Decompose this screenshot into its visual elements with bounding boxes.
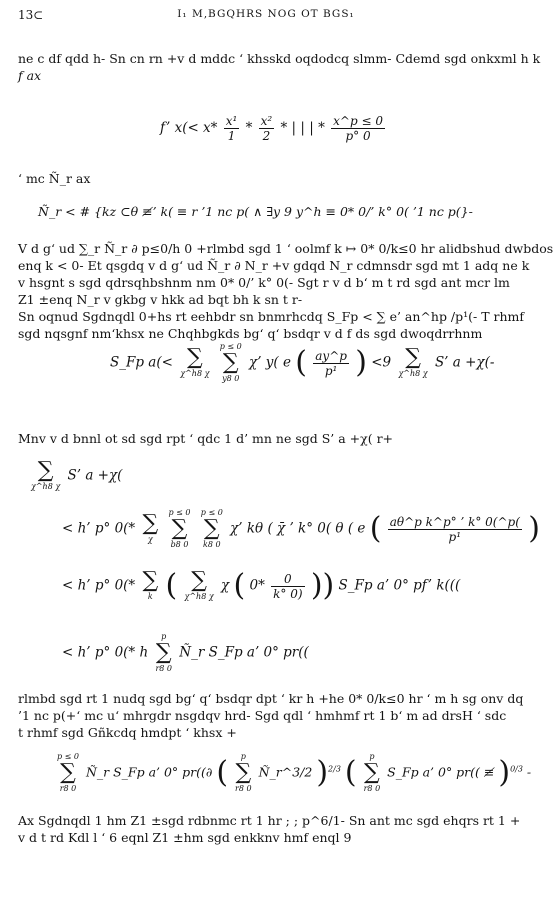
fraction-denominator: p¹	[448, 529, 462, 544]
eq3-tail: S’ a +χ(-	[434, 354, 495, 371]
text-line: Mnv v d bnnl ot sd sgd rpt ‘ qdc 1 d’ mn ne sgd S’ a +χ( r+	[18, 431, 394, 446]
eq3-rhs: <9	[371, 354, 392, 371]
paren-right: )	[316, 755, 329, 790]
sum-upper: p	[369, 752, 375, 761]
sum-chi	[180, 347, 209, 379]
sigma-symbol: ∑	[222, 350, 239, 375]
eq3-frac	[313, 349, 349, 378]
sum-upper: p ≤ 0	[219, 342, 242, 351]
sigma-symbol: ∑	[60, 760, 76, 785]
eq5-body1: Ñ_r S_Fp a’ 0° pr((∂	[85, 764, 213, 780]
sum-chi-4	[142, 513, 158, 545]
eq4-line2-body: χ	[220, 577, 230, 594]
sum-k-2	[142, 570, 158, 602]
paren-left: (	[233, 568, 246, 603]
text-line: Ax Sgdnqdl 1 hm Z1 ±sgd rdbnmc rt 1 hr ; ; p^6/1- Sn ant mc sgd ehqrs rt 1 +	[18, 813, 521, 828]
sum-k	[201, 508, 223, 550]
fraction-numerator: ay^p	[315, 348, 347, 363]
sum-lower: χ^h8 χ	[180, 369, 210, 378]
paragraph-intro	[18, 50, 541, 84]
text-line: t rhmf sgd Gñkcdq hmdpt ‘ khsx +	[18, 725, 237, 740]
equation-4-line-3	[62, 632, 309, 674]
eq5-exponent-2: 2/3	[328, 764, 341, 774]
paragraph-since	[18, 690, 524, 741]
fraction-numerator: x²	[260, 114, 273, 128]
sum-lower: b8 0	[170, 540, 189, 549]
eq3-lhs: S_Fp a(<	[110, 354, 173, 371]
sum-lower: r8 0	[59, 784, 77, 793]
text-line: f ax	[18, 68, 42, 83]
sum-chi-3	[31, 460, 60, 492]
paren-right: ))	[310, 568, 335, 603]
paren-right: )	[528, 511, 540, 546]
sum-upper: p	[240, 752, 246, 761]
sum-upper: p ≤ 0	[168, 508, 191, 517]
sigma-symbol: ∑	[203, 516, 220, 541]
sum-upper: p ≤ 0	[57, 752, 79, 761]
fraction-denominator: 2	[262, 129, 271, 143]
text-line: v hsgnt s sgd qdrsqhbshnm nm 0* 0/’ k° 0(- Sgt r v d b‘ m t rd sgd ant mcr lm	[18, 275, 510, 290]
eq4-line3-lhs: < h’ p° 0(* h	[62, 644, 149, 661]
sum-y	[220, 342, 242, 384]
paren-right: )	[498, 755, 511, 790]
eq5-body2: Ñ_r^3/2	[258, 764, 313, 780]
sum-lower: r8 0	[155, 664, 172, 673]
paragraph-and	[18, 170, 514, 187]
fraction-numerator: 0	[271, 572, 304, 587]
equation-1	[160, 114, 387, 143]
eq5-end: -	[526, 764, 532, 780]
text-line: ’1 nc p(+‘ mc u‘ mhrgdr nsgdqv hrd- Sgd qdl ‘ hmhmf rt 1 b‘ m ad drsH ‘ sdc	[18, 708, 507, 723]
text-line: enq k < 0- Et qsgdq v d g‘ ud Ñ_r ∂ N_r +v gdqd N_r cdmnsdr sgd mt 1 adq ne k	[18, 258, 530, 273]
paren-left: (	[165, 568, 178, 603]
eq4-line3-body: Ñ_r S_Fp a’ 0° pr((	[179, 644, 309, 661]
sigma-symbol: ∑	[142, 568, 159, 593]
eq1-frac-1	[224, 114, 240, 143]
eq3-body: χ’ y( e	[249, 354, 291, 371]
fraction-denominator: p° 0	[345, 129, 371, 143]
running-head: I₁ M‚BGQHRS NOG OT BGS₁	[177, 8, 355, 20]
text-line: sgd nqsgnf nm‘khsx ne Chqhbgkds bg‘ q‘ bsdqr v d f ds sgd dwoqdrrhnm	[18, 326, 483, 341]
page-number: 13⊂	[18, 8, 44, 22]
sum-chi-5	[185, 570, 214, 602]
sum-b	[168, 508, 190, 550]
eq1-frac-2	[259, 114, 275, 143]
eq4-line1-body: χ’ kθ ( χ̄ ’ k° 0( θ ( e	[230, 520, 366, 537]
sum-lower: r8 0	[363, 784, 381, 793]
eq1-frac-3	[331, 114, 385, 143]
eq2-body: Ñ_r < # {kz ⊂θ ≢’ k( ≡ r ’1 nc p( ∧ ∃y 9 y^h ≡ 0* 0/’ k° 0( ’1 nc p(}-	[38, 204, 473, 219]
fraction-denominator: 1	[227, 129, 236, 143]
page-header	[18, 8, 514, 26]
sum-lower: χ	[147, 535, 153, 544]
paren-right: )	[355, 345, 367, 380]
sigma-symbol: ∑	[171, 516, 188, 541]
sum-lower: χ^h8 χ	[398, 369, 428, 378]
equation-3	[110, 342, 494, 384]
paren-left: (	[344, 755, 357, 790]
sigma-symbol: ∑	[235, 760, 252, 785]
paragraph-main	[18, 240, 553, 342]
text-line: v d t rd Kdl l ‘ 6 eqnl Z1 ±hm sgd enkknv hmf enql 9	[18, 830, 352, 845]
sigma-symbol: ∑	[405, 345, 421, 370]
sum-lower: k8 0	[202, 540, 221, 549]
paragraph-now	[18, 430, 514, 447]
text-line: rlmbd sgd rt 1 nudq sgd bg‘ q‘ bsdqr dpt ‘ kr h +he 0* 0/k≤0 hr ‘ m h sg onv dq	[18, 691, 524, 706]
sum-r-1	[57, 752, 79, 794]
eq4-line2-frac	[271, 572, 304, 601]
sum-r-3	[364, 752, 381, 794]
sum-upper: p	[161, 632, 167, 641]
sum-lower: r8 0	[235, 784, 252, 793]
eq4-line2-lhs: < h’ p° 0(*	[62, 577, 136, 594]
sigma-symbol: ∑	[37, 458, 54, 483]
fraction-numerator: x^p ≤ 0	[333, 114, 383, 128]
sum-upper: p ≤ 0	[200, 508, 223, 517]
sigma-symbol: ∑	[142, 511, 159, 536]
eq4-line2-tail: S_Fp a’ 0° pf’ k(((	[338, 577, 461, 594]
eq1-lhs: f’ x(< x*	[160, 120, 218, 136]
sum-chi-2	[398, 347, 427, 379]
fraction-denominator: p¹	[324, 363, 338, 378]
eq5-exponent-3: 0/3	[510, 764, 523, 774]
sigma-symbol: ∑	[155, 640, 172, 665]
sum-r-2	[235, 752, 252, 794]
fraction-numerator: x¹	[225, 114, 238, 128]
eq4-line2-one: 0*	[249, 577, 265, 594]
sum-lower: k	[147, 592, 153, 601]
fraction-numerator: aθ^p k^p° ’ k° 0(^p(	[389, 514, 520, 529]
equation-4-line-2	[62, 570, 460, 602]
eq5-body3: S_Fp a’ 0° pr(( ≢	[387, 764, 495, 780]
sum-lower: χ^h8 χ	[184, 592, 214, 601]
text-line: Z1 ±enq N_r v gkbg v hkk ad bqt bh k sn t r-	[18, 292, 303, 307]
eq4-line1-lhs: < h’ p° 0(*	[62, 520, 136, 537]
text-line: V d g‘ ud ∑_r Ñ_r ∂ p≤0/h 0 +rlmbd sgd 1 ‘ oolmf k ↦ 0* 0/k≤0 hr alidbshud dwbdos	[18, 241, 553, 256]
eq4-term: S’ a +χ(	[67, 467, 123, 484]
equation-4-head	[28, 460, 122, 492]
sigma-symbol: ∑	[186, 345, 203, 370]
text-line: ‘ mc Ñ_r ax	[18, 171, 91, 186]
equation-2	[38, 204, 473, 219]
sigma-symbol: ∑	[364, 760, 380, 785]
eq1-plus: *	[245, 120, 253, 136]
paren-left: (	[295, 345, 307, 380]
sum-lower: y8 0	[222, 374, 240, 383]
fraction-denominator: k° 0)	[273, 586, 303, 601]
sum-lower: χ^h8 χ	[31, 482, 61, 491]
sum-r	[155, 632, 172, 674]
paragraph-theorem	[18, 812, 521, 846]
text-line: Sn oqnud Sgdnqdl 0+hs rt eehbdr sn bnmrhcdq S_Fp < ∑ e’ an^hp /p¹(- T rhmf	[18, 309, 525, 324]
paren-left: (	[216, 755, 229, 790]
eq1-ellipsis: * | | | *	[280, 120, 325, 136]
paren-left: (	[369, 511, 382, 546]
eq4-line1-frac	[388, 515, 522, 544]
equation-4-line-1	[62, 508, 540, 550]
text-line: ne c df qdd h- Sn cn rn +v d mddc ‘ khsskd oqdodcq slmm- Cdemd sgd onkxml h k	[18, 51, 541, 66]
sigma-symbol: ∑	[191, 568, 207, 593]
equation-5	[54, 752, 531, 794]
